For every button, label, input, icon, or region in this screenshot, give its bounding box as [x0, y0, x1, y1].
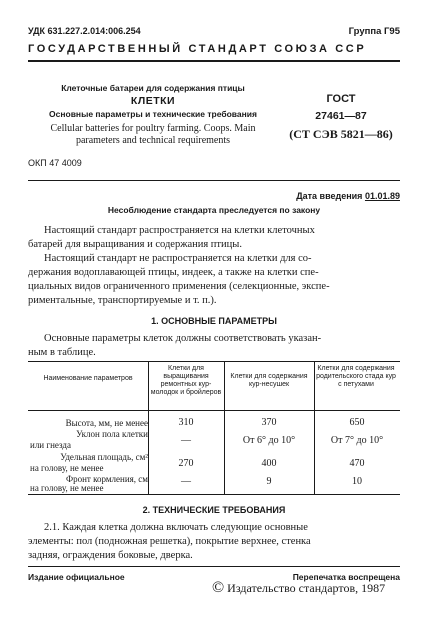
para1-line2: батарей для выращивания и содержания птицы. [28, 239, 242, 250]
table-row4-col3: 10 [352, 476, 362, 487]
law-warning: Несоблюдение стандарта преследуется по закону [107, 205, 321, 215]
gost-number: 27461—87 [315, 110, 367, 122]
table-row2-col2: От 6° до 10° [242, 435, 296, 446]
section2-text-line2: элементы: пол (подножная решетка), покрытие верхнее, стенка [28, 536, 311, 547]
table-row1-col3: 650 [349, 417, 365, 428]
effective-date [296, 191, 400, 201]
para2-line2: держания водоплавающей птицы, индеек, а также на клетки спе- [28, 267, 319, 278]
title-line-1: Клеточные батареи для содержания птицы [61, 83, 245, 93]
table-row2-name-line1: Уклон пола клетки [76, 429, 148, 439]
table-header-col3: Клетки для содержания родительского стада кур с петухами [316, 365, 396, 388]
para2-line4: риментальные, транспортируемые и т. п.). [28, 295, 217, 306]
table-top-border [28, 361, 400, 362]
table-row4-name-line1: Фронт кормления, см [65, 474, 148, 484]
effective-date-value: 01.01.89 [364, 191, 400, 201]
table-row4-col2: 9 [266, 476, 272, 487]
table-header-name: Наименование параметров [43, 375, 133, 382]
effective-date-label: Дата введения [296, 191, 363, 201]
title-en-line-2: parameters and technical requirements [75, 135, 231, 146]
table-header-border [28, 410, 400, 411]
udk-code: УДК 631.227.2.014:006.254 [28, 26, 141, 36]
table-header-col1: Клетки для выращивания ремонтных кур-молодок и бройлеров [150, 365, 222, 396]
section1-text-line2: ным в таблице. [28, 347, 96, 358]
table-row1-col1: 310 [178, 417, 194, 428]
st-sev-number: (СТ СЭВ 5821—86) [289, 127, 393, 141]
title-rule [28, 180, 400, 181]
copyright-line [212, 580, 385, 596]
table-row3-name-line1: Удельная площадь, см² [60, 452, 148, 462]
section1-heading: 1. ОСНОВНЫЕ ПАРАМЕТРЫ [151, 316, 277, 326]
section2-text-line3: задняя, ограждения боковые, дверка. [28, 550, 193, 561]
publisher-text: Издательство стандартов, 1987 [227, 581, 386, 595]
copyright-icon: © [212, 579, 225, 596]
table-row3-name-line2: на голову, не менее [30, 463, 104, 473]
table-row3-col3: 470 [349, 458, 365, 469]
table-row3-col2: 400 [261, 458, 277, 469]
title-line-2: КЛЕТКИ [130, 95, 176, 107]
footer-rule [28, 566, 400, 567]
reprint-notice: Перепечатка воспрещена [292, 572, 400, 582]
table-row3-col1: 270 [178, 458, 194, 469]
table-row2-col1: — [181, 435, 191, 446]
title-line-3: Основные параметры и технические требования [49, 109, 257, 119]
gost-label: ГОСТ [326, 93, 356, 105]
section2-heading: 2. ТЕХНИЧЕСКИЕ ТРЕБОВАНИЯ [142, 505, 286, 515]
table-row2-col3: От 7° до 10° [330, 435, 384, 446]
table-row4-col1: — [181, 476, 191, 487]
group-code: Группа Г95 [348, 26, 400, 37]
para2-line3: циальных видов ограниченного применения (селекционные, экспе- [28, 281, 330, 292]
okp-code: ОКП 47 4009 [28, 158, 82, 168]
table-row1-name: Высота, мм, не менее [65, 418, 148, 428]
table-header-col2: Клетки для содержания кур-несушек [230, 373, 308, 388]
table-row4-name-line2: на голову, не менее [30, 483, 104, 493]
title-en-line-1: Cellular batteries for poultry farming. Coops. Main [50, 123, 256, 134]
parameters-table [28, 361, 400, 496]
standard-banner: ГОСУДАРСТВЕННЫЙ СТАНДАРТ СОЮЗА ССР [28, 43, 367, 55]
official-edition: Издание официальное [28, 572, 125, 582]
section2-text-line1: 2.1. Каждая клетка должна включать следующие основные [44, 522, 308, 533]
table-row2-name-line2: или гнезда [30, 440, 71, 450]
table-bottom-border [28, 494, 400, 495]
para2-line1: Настоящий стандарт не распространяется на клетки для со- [44, 253, 312, 264]
table-row1-col2: 370 [261, 417, 277, 428]
banner-rule [28, 60, 400, 62]
section1-text-line1: Основные параметры клеток должны соответствовать указан- [44, 333, 322, 344]
para1-line1: Настоящий стандарт распространяется на клетки клеточных [44, 225, 315, 236]
